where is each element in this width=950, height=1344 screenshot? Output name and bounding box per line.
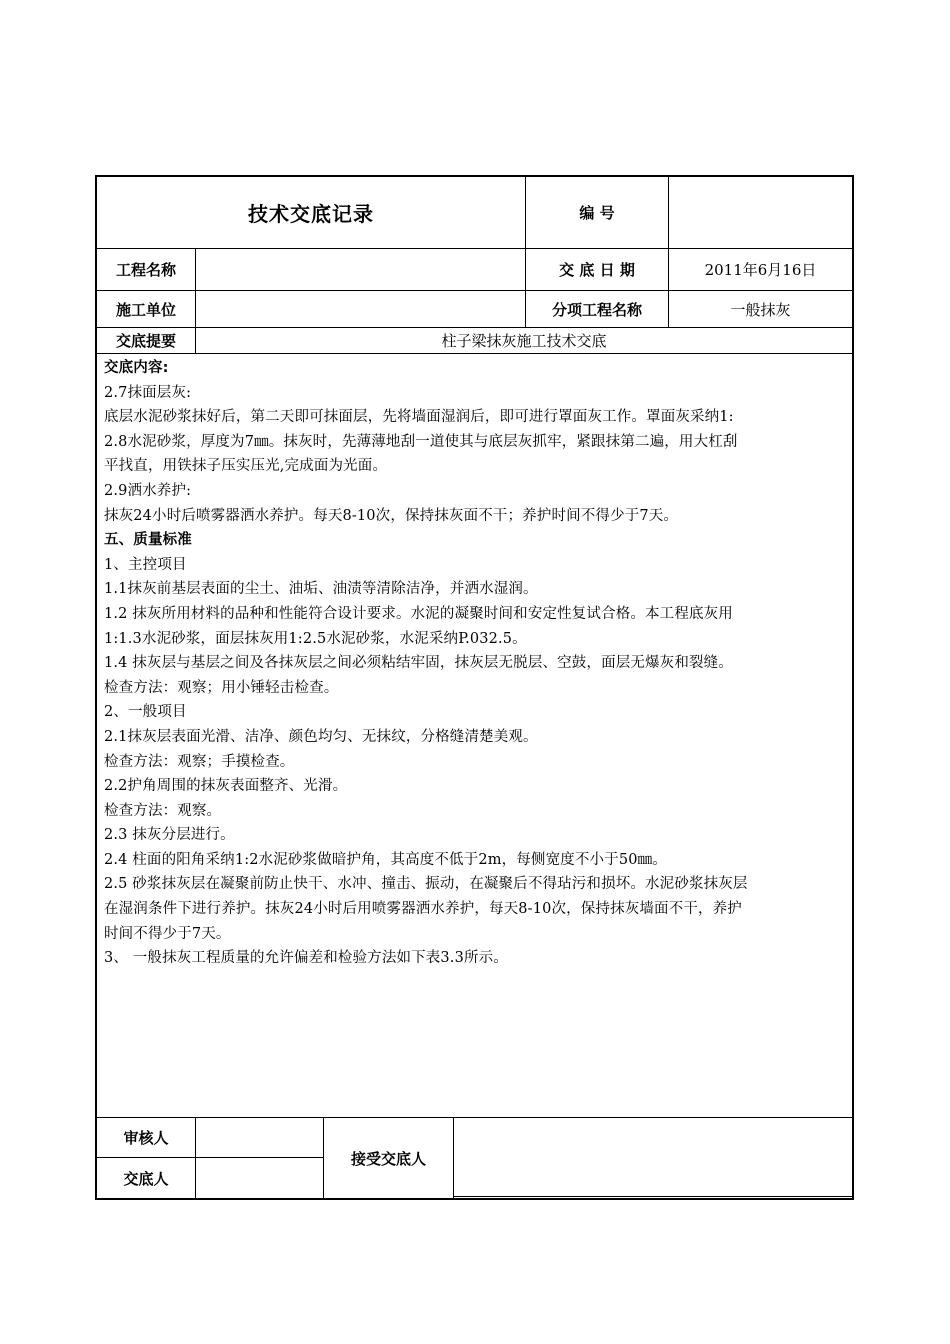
summary-label: 交底提要: [115, 332, 176, 350]
page-title: 技术交底记录: [248, 202, 374, 226]
content-line: 检查方法：观察；手摸检查。: [104, 753, 295, 770]
project-name-value: [196, 249, 525, 290]
row-divider: [453, 1196, 853, 1197]
reviewer-label: 审核人: [123, 1129, 169, 1147]
section-heading: 五、质量标准: [104, 532, 192, 549]
content-line: 2.2护角周围的抹灰表面整齐、光滑。: [104, 778, 348, 795]
unit-value: [196, 291, 525, 327]
row-divider: [96, 353, 853, 354]
content-line: 2.4 柱面的阳角采纳1:2水泥砂浆做暗护角，其高度不低于2m，每侧宽度不小于50㎜。: [104, 851, 667, 868]
content-line: 检查方法：观察；用小锤轻击检查。: [104, 679, 339, 696]
content-line: 2.3 抹灰分层进行。: [104, 827, 235, 844]
presenter-label: 交底人: [123, 1169, 169, 1188]
content-heading: 交底内容:: [104, 360, 169, 376]
date-value: 2011年6月16日: [704, 261, 817, 279]
number-value: [669, 177, 852, 248]
content-line: 2、一般项目: [104, 704, 187, 721]
content-line: 平找直，用铁抹子压实压光,完成面为光面。: [104, 458, 388, 475]
content-line: 检查方法：观察。: [104, 802, 222, 819]
content-line: 1.4 抹灰层与基层之间及各抹灰层之间必须粘结牢固，抹灰层无脱层、空鼓，面层无爆灰和裂缝。: [104, 655, 733, 672]
content-line: 在湿润条件下进行养护。抹灰24小时后用喷雾器洒水养护，每天8-10次，保持抹灰墙面不干，养护: [104, 901, 742, 918]
content-line: 1、主控项目: [104, 556, 187, 573]
content-line: 抹灰24小时后喷雾器洒水养护。每天8-10次，保持抹灰面不干；养护时间不得少于7天。: [104, 507, 679, 524]
content-line: 2.1抹灰层表面光滑、洁净、颜色均匀、无抹纹，分格缝清楚美观。: [104, 728, 538, 745]
number-label: 编 号: [579, 204, 615, 222]
summary-value: 柱子梁抹灰施工技术交底: [441, 332, 607, 350]
project-name-label: 工程名称: [115, 261, 176, 279]
content-line: 2.7抹面层灰:: [104, 384, 192, 401]
content-line: 时间不得少于7天。: [104, 925, 231, 942]
content-line: 1:1.3水泥砂浆，面层抹灰用1:2.5水泥砂浆，水泥采纳P.032.5。: [104, 630, 527, 647]
presenter-value: [196, 1158, 323, 1198]
content-line: 2.5 砂浆抹灰层在凝聚前防止快干、水冲、撞击、振动，在凝聚后不得玷污和损坏。水泥砂浆抹灰层: [104, 876, 748, 893]
unit-label: 施工单位: [115, 300, 176, 319]
content-line: 2.9洒水养护:: [104, 482, 192, 499]
reviewer-value: [196, 1118, 323, 1157]
subitem-value: 一般抹灰: [730, 300, 791, 319]
content-line: 底层水泥砂浆抹好后，第二天即可抹面层，先将墙面湿润后，即可进行罩面灰工作。罩面灰采纳1:: [104, 409, 734, 426]
content-line: 2.8水泥砂浆，厚度为7㎜。抹灰时，先薄薄地刮一道使其与底层灰抓牢，紧跟抹第二遍，用大杠刮: [104, 433, 738, 450]
disclosure-content: [104, 356, 852, 971]
receiver-value: [454, 1118, 852, 1196]
receiver-label: 接受交底人: [350, 1149, 426, 1168]
content-line: 3、 一般抹灰工程质量的允许偏差和检验方法如下表3.3所示。: [104, 950, 508, 967]
content-line: 1.2 抹灰所用材料的品种和性能符合设计要求。水泥的凝聚时间和安定性复试合格。本工程底灰用: [104, 605, 733, 622]
subitem-label: 分项工程名称: [551, 300, 642, 319]
content-line: 1.1抹灰前基层表面的尘土、油垢、油渍等清除洁净，并洒水湿润。: [104, 581, 538, 598]
date-label: 交 底 日 期: [559, 261, 635, 279]
